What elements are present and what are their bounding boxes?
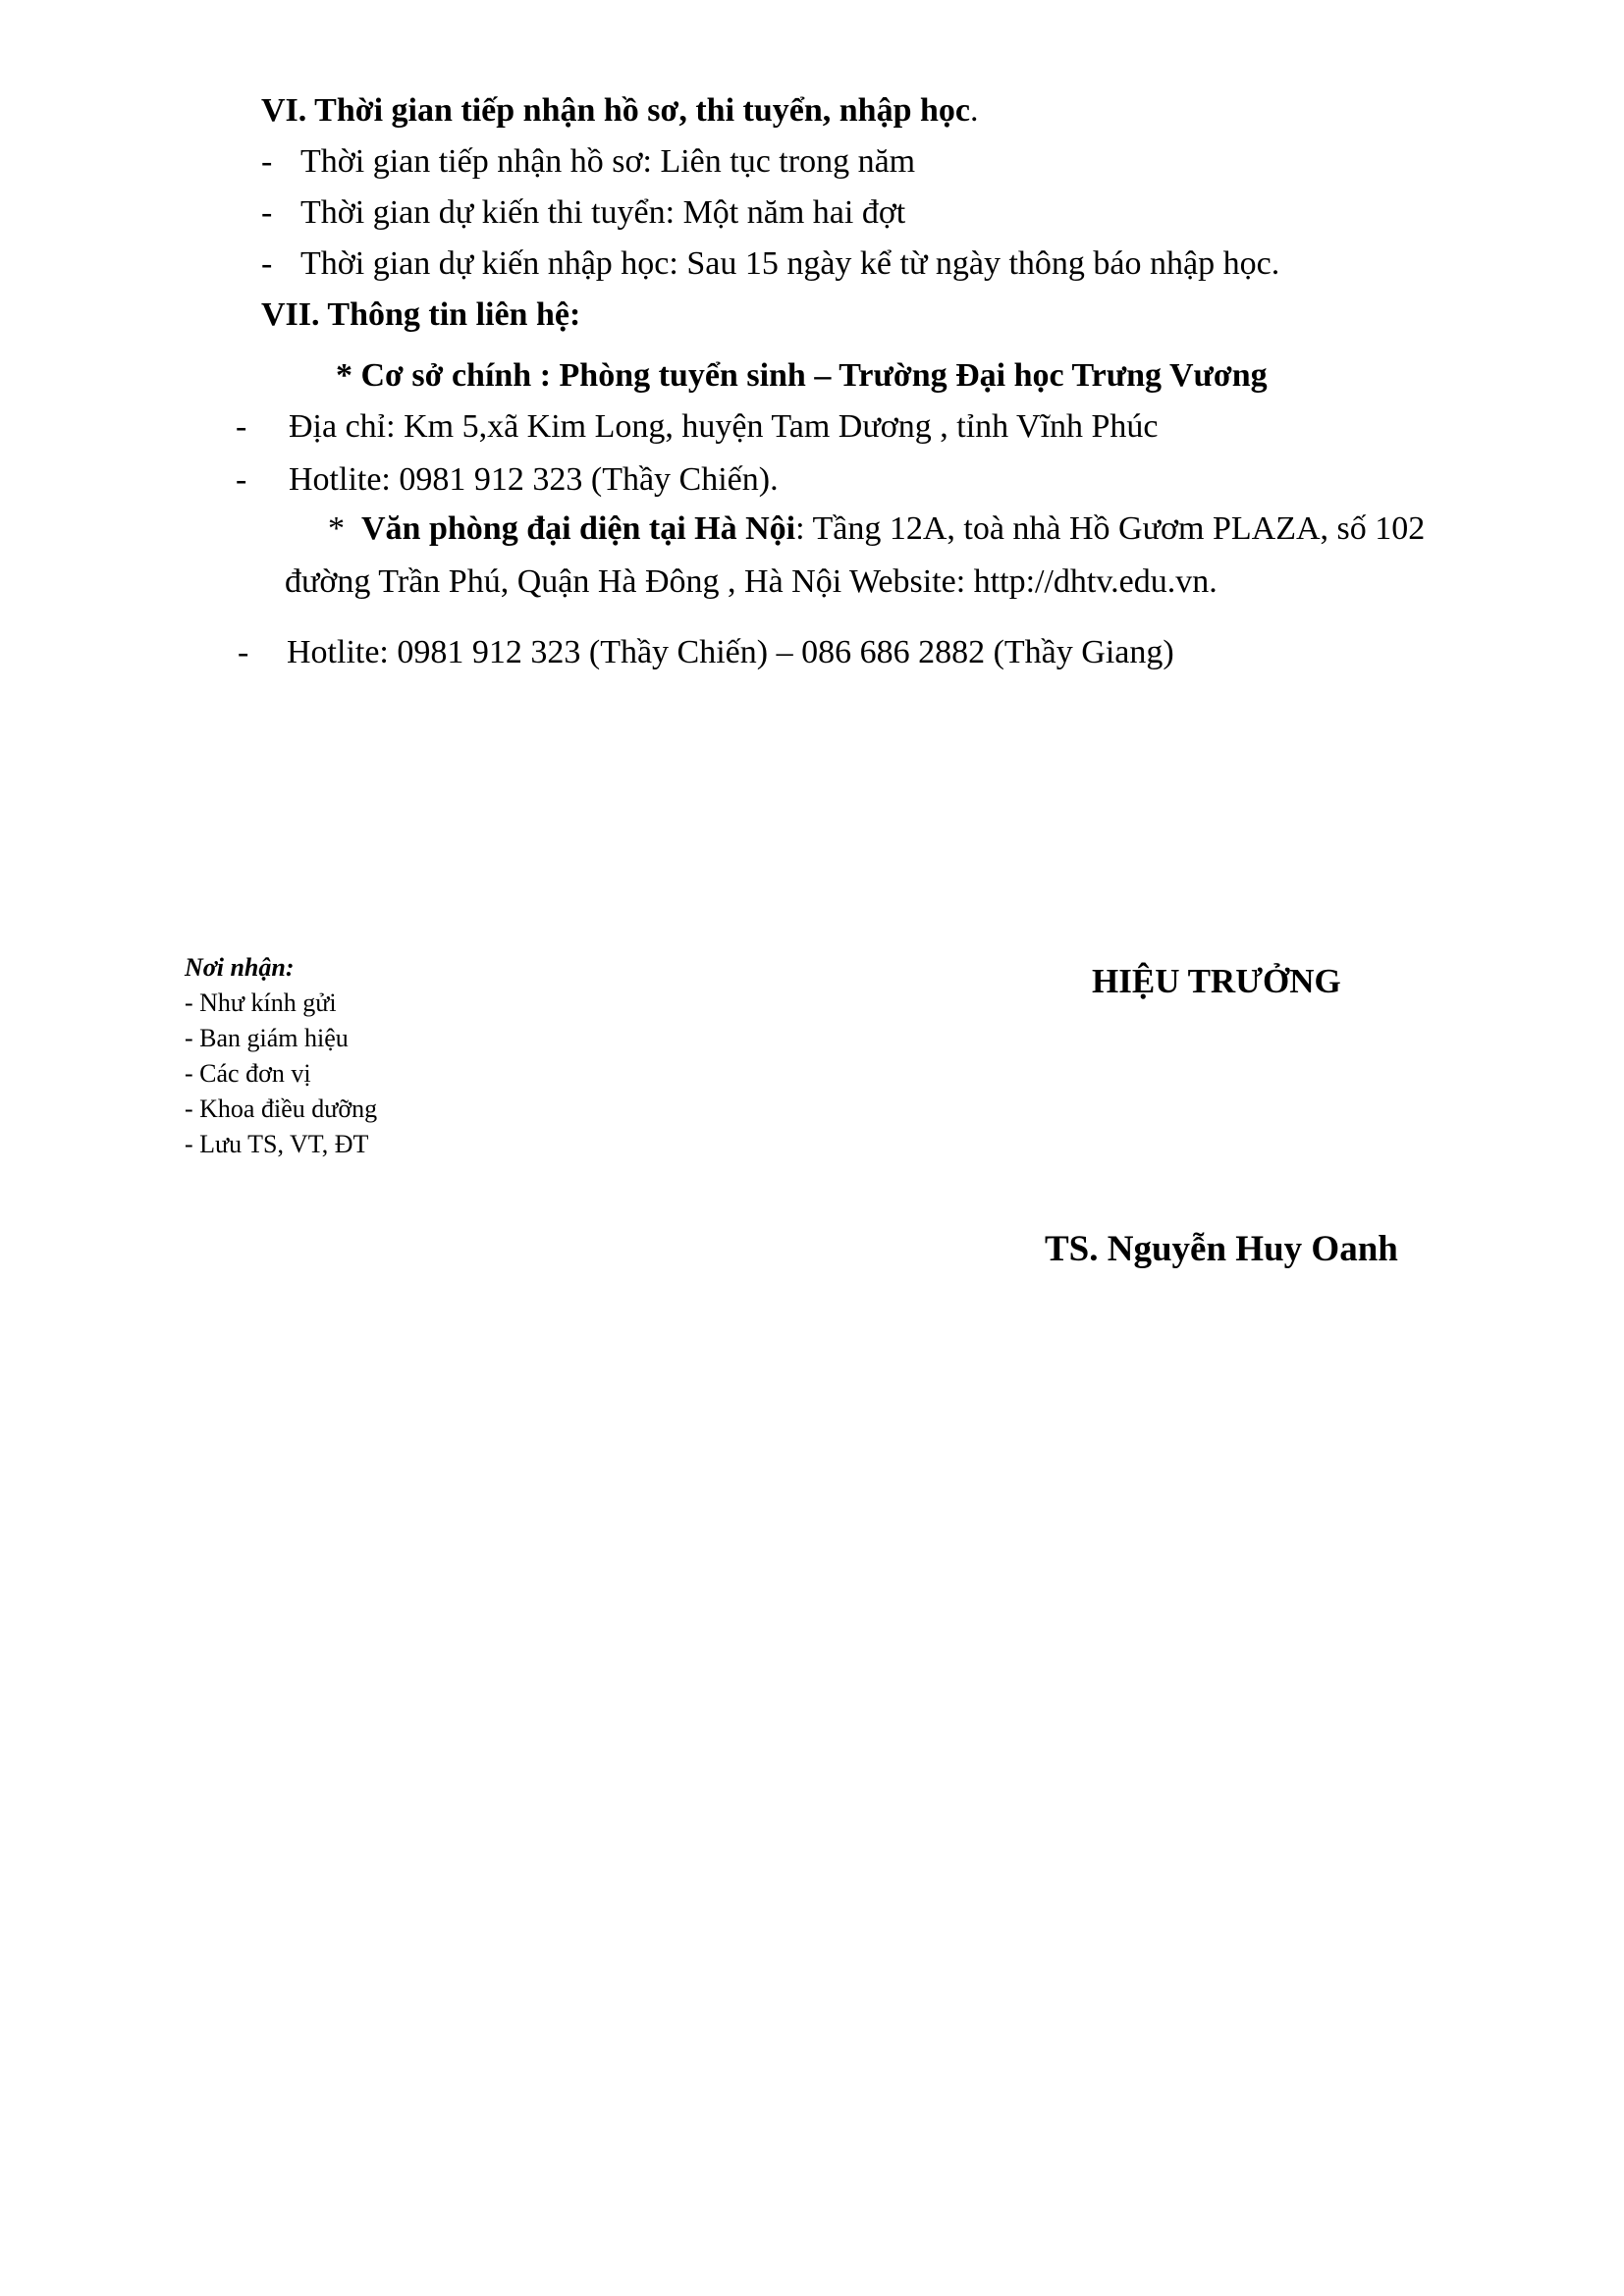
bullet-dash: - (238, 634, 249, 670)
recipient-item: - Lưu TS, VT, ĐT (185, 1130, 369, 1158)
hanoi-office-rest: : Tầng 12A, toà nhà Hồ Gươm PLAZA, số 102 (795, 510, 1426, 547)
hanoi-office-line1 (328, 508, 1425, 550)
recipient-item: - Các đơn vị (185, 1059, 311, 1088)
bullet-dash: - (236, 461, 247, 498)
hotline1-text: Hotlite: 0981 912 323 (Thầy Chiến). (289, 461, 779, 498)
hanoi-office-label: Văn phòng đại diện tại Hà Nội (361, 510, 796, 547)
section6-item-1 (261, 141, 915, 183)
bullet-dash: - (261, 245, 273, 282)
section6-item-2-text: Thời gian dự kiến thi tuyển: Một năm hai đợt (300, 194, 906, 231)
hotline2-text: Hotlite: 0981 912 323 (Thầy Chiến) – 086 686 2882 (Thầy Giang) (287, 634, 1174, 670)
signature-title: HIỆU TRƯỞNG (1092, 962, 1341, 1000)
recipients-block (185, 950, 377, 1162)
address-line (236, 406, 1159, 448)
address-text: Địa chỉ: Km 5,xã Kim Long, huyện Tam Dương , tỉnh Vĩnh Phúc (289, 408, 1159, 445)
hotline2-line (238, 632, 1174, 673)
bullet-dash: - (261, 143, 273, 180)
hotline1-line (236, 459, 779, 501)
bullet-dash: - (236, 408, 247, 445)
recipient-item: - Khoa điều dưỡng (185, 1095, 378, 1123)
recipients-heading: Nơi nhận: (185, 953, 295, 982)
recipient-item: - Ban giám hiệu (185, 1024, 349, 1052)
main-campus-line: * Cơ sở chính : Phòng tuyển sinh – Trường Đại học Trưng Vương (336, 357, 1268, 394)
section6-heading-text: VI. Thời gian tiếp nhận hồ sơ, thi tuyển, nhập học (261, 92, 970, 129)
section6-heading (261, 90, 979, 132)
signer-name: TS. Nguyễn Huy Oanh (1045, 1229, 1398, 1269)
recipient-item: - Như kính gửi (185, 988, 337, 1017)
section6-item-2 (261, 192, 905, 234)
bullet-dash: - (261, 194, 273, 231)
section7-heading: VII. Thông tin liên hệ: (261, 296, 581, 333)
section6-heading-tail: . (970, 92, 979, 129)
hanoi-office-line2: đường Trần Phú, Quận Hà Đông , Hà Nội Website: http://dhtv.edu.vn. (285, 563, 1218, 600)
section6-item-3 (261, 243, 1279, 285)
section6-item-1-text: Thời gian tiếp nhận hồ sơ: Liên tục trong năm (300, 143, 916, 180)
hanoi-star: * (328, 510, 345, 547)
section6-item-3-text: Thời gian dự kiến nhập học: Sau 15 ngày kể từ ngày thông báo nhập học. (300, 245, 1280, 282)
